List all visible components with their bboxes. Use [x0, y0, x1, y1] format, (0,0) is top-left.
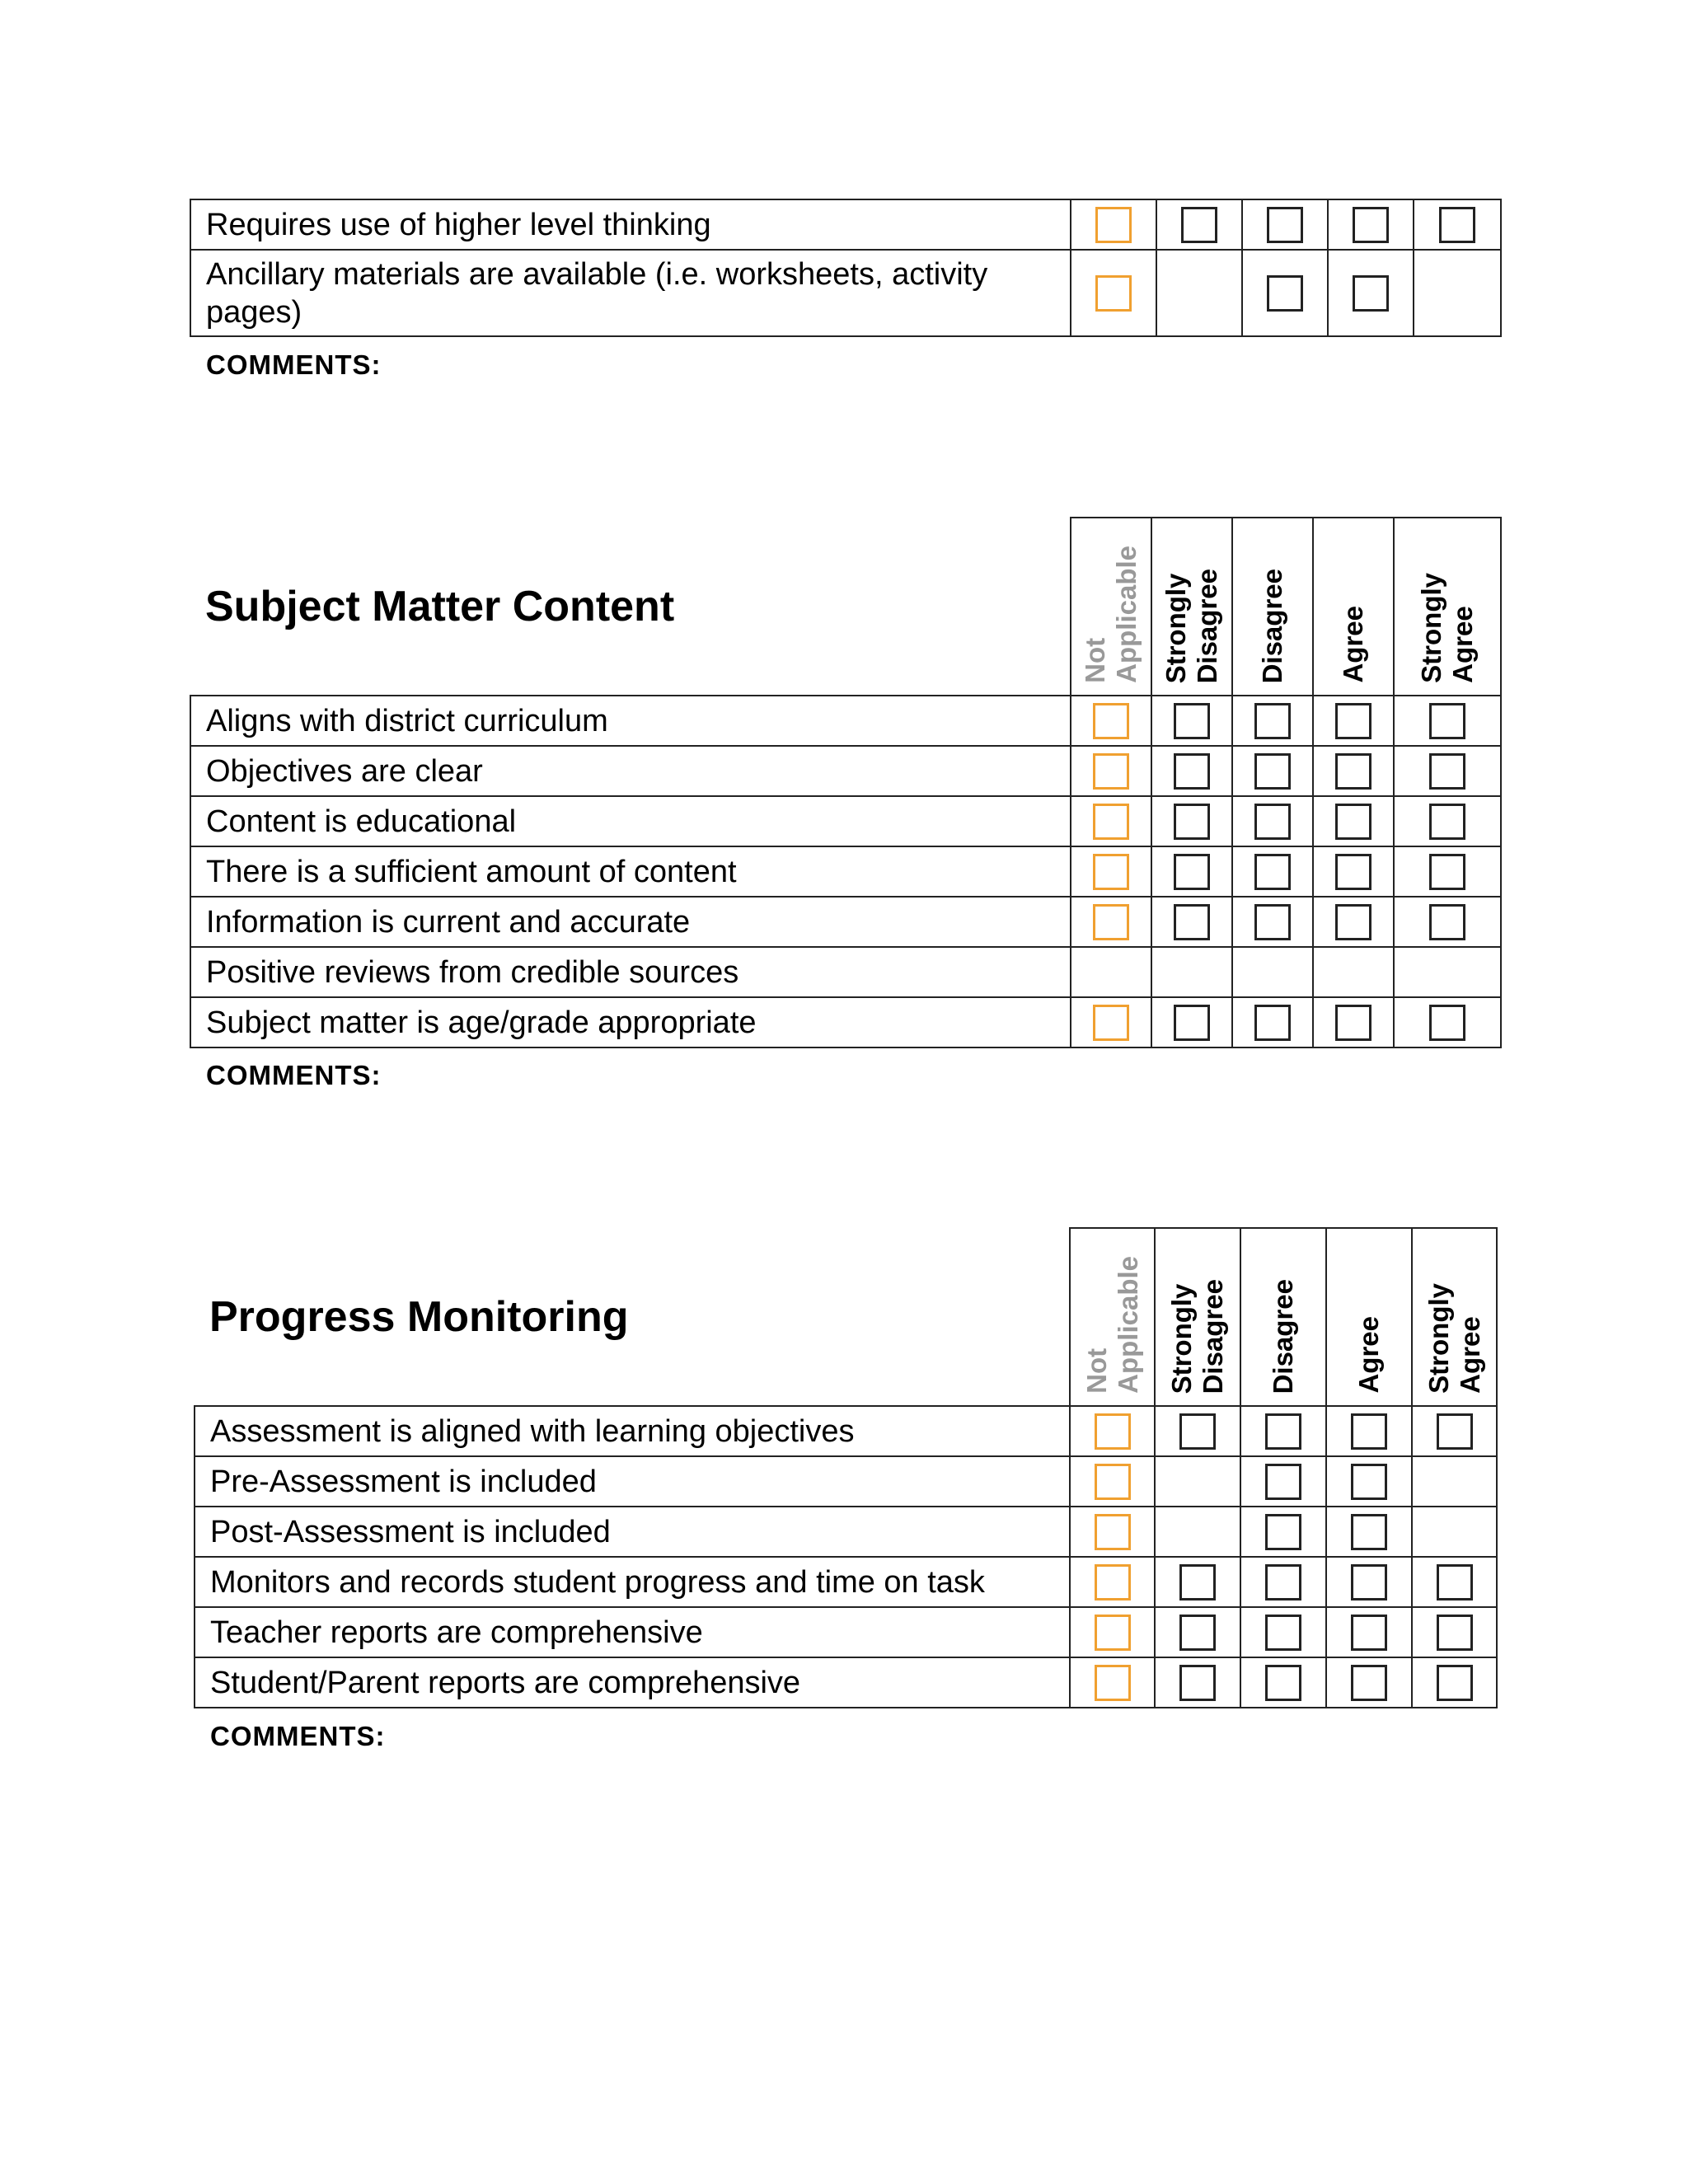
checkbox-strongly-disagree[interactable] — [1179, 1413, 1216, 1450]
checkbox-disagree[interactable] — [1265, 1564, 1301, 1601]
column-label-agree: Agree — [1338, 606, 1368, 683]
rating-cell-strongly-disagree — [1155, 1507, 1240, 1557]
rating-cell-disagree — [1232, 796, 1313, 846]
column-label-not-applicable: Not Applicable — [1081, 1256, 1143, 1394]
checkbox-agree[interactable] — [1351, 1464, 1387, 1500]
rating-cell-strongly-disagree — [1155, 1657, 1240, 1708]
section-title: Progress Monitoring — [195, 1228, 1070, 1406]
checkbox-agree[interactable] — [1351, 1665, 1387, 1701]
checkbox-strongly-agree[interactable] — [1429, 703, 1465, 739]
table-row — [190, 846, 1501, 897]
rating-cell-disagree — [1242, 250, 1328, 336]
checkbox-strongly-agree[interactable] — [1429, 904, 1465, 940]
table-row — [195, 1657, 1497, 1708]
checkbox-strongly-agree[interactable] — [1437, 1615, 1473, 1651]
column-header-disagree — [1240, 1228, 1326, 1406]
criterion-label: Content is educational — [190, 796, 1071, 846]
checkbox-not-applicable[interactable] — [1095, 1413, 1131, 1450]
rating-cell-not-applicable — [1070, 1507, 1155, 1557]
checkbox-agree[interactable] — [1335, 1005, 1372, 1041]
checkbox-strongly-disagree[interactable] — [1174, 854, 1210, 890]
rating-cell-agree — [1328, 250, 1414, 336]
rating-cell-strongly-agree — [1394, 846, 1501, 897]
rating-cell-strongly-disagree — [1156, 199, 1242, 250]
checkbox-disagree[interactable] — [1254, 753, 1291, 790]
table-row — [190, 696, 1501, 746]
checkbox-disagree[interactable] — [1254, 703, 1291, 739]
rating-cell-not-applicable — [1071, 897, 1151, 947]
criterion-label: Monitors and records student progress and time on task — [195, 1557, 1070, 1607]
criterion-label: Requires use of higher level thinking — [190, 199, 1071, 250]
table-row — [195, 1406, 1497, 1456]
rating-cell-disagree — [1240, 1607, 1326, 1657]
checkbox-not-applicable[interactable] — [1093, 904, 1129, 940]
rating-cell-agree — [1328, 199, 1414, 250]
checkbox-strongly-disagree[interactable] — [1174, 804, 1210, 840]
rating-cell-disagree — [1232, 846, 1313, 897]
rating-cell-strongly-disagree — [1156, 250, 1242, 336]
table-row — [190, 796, 1501, 846]
rating-cell-not-applicable — [1070, 1456, 1155, 1507]
table-row — [195, 1456, 1497, 1507]
rating-cell-strongly-disagree — [1155, 1607, 1240, 1657]
column-label-strongly-disagree: Strongly Disagree — [1166, 1278, 1228, 1394]
criterion-label: Teacher reports are comprehensive — [195, 1607, 1070, 1657]
checkbox-disagree[interactable] — [1265, 1665, 1301, 1701]
table-row — [195, 1607, 1497, 1657]
rating-cell-strongly-disagree — [1155, 1406, 1240, 1456]
column-header-strongly-agree — [1394, 518, 1501, 696]
rating-cell-agree — [1326, 1607, 1412, 1657]
rating-cell-strongly-agree — [1412, 1557, 1497, 1607]
column-header-not-applicable — [1071, 518, 1151, 696]
checkbox-agree[interactable] — [1351, 1564, 1387, 1601]
checkbox-not-applicable[interactable] — [1095, 207, 1132, 243]
column-label-strongly-disagree: Strongly Disagree — [1160, 568, 1222, 683]
checkbox-strongly-disagree[interactable] — [1174, 1005, 1210, 1041]
checkbox-not-applicable[interactable] — [1093, 804, 1129, 840]
rating-cell-strongly-agree — [1414, 250, 1501, 336]
rating-cell-agree — [1326, 1507, 1412, 1557]
rating-cell-strongly-agree — [1412, 1657, 1497, 1708]
criterion-label: Positive reviews from credible sources — [190, 947, 1071, 997]
rating-cell-strongly-disagree — [1151, 897, 1232, 947]
rating-cell-not-applicable — [1070, 1557, 1155, 1607]
checkbox-agree[interactable] — [1351, 1615, 1387, 1651]
column-label-disagree: Disagree — [1268, 1278, 1298, 1394]
criterion-label: Assessment is aligned with learning objectives — [195, 1406, 1070, 1456]
criterion-label: Post-Assessment is included — [195, 1507, 1070, 1557]
rating-cell-strongly-agree — [1414, 199, 1501, 250]
rating-cell-agree — [1326, 1406, 1412, 1456]
rating-cell-agree — [1313, 997, 1394, 1047]
header-row — [190, 518, 1501, 696]
checkbox-agree[interactable] — [1351, 1514, 1387, 1550]
checkbox-strongly-disagree[interactable] — [1181, 207, 1217, 243]
rating-cell-not-applicable — [1071, 746, 1151, 796]
checkbox-not-applicable[interactable] — [1095, 1464, 1131, 1500]
table-row — [190, 897, 1501, 947]
rating-cell-disagree — [1240, 1557, 1326, 1607]
table-row — [195, 1507, 1497, 1557]
criterion-label: Aligns with district curriculum — [190, 696, 1071, 746]
rating-cell-disagree — [1240, 1406, 1326, 1456]
checkbox-disagree[interactable] — [1254, 1005, 1291, 1041]
checkbox-disagree[interactable] — [1265, 1514, 1301, 1550]
checkbox-strongly-disagree[interactable] — [1179, 1615, 1216, 1651]
rating-cell-agree — [1326, 1557, 1412, 1607]
column-label-strongly-agree: Strongly Agree — [1423, 1283, 1485, 1394]
rating-cell-agree — [1326, 1456, 1412, 1507]
checkbox-strongly-agree[interactable] — [1439, 207, 1475, 243]
rating-cell-strongly-disagree — [1151, 746, 1232, 796]
rubric-table-progress-monitoring — [194, 1227, 1498, 1708]
checkbox-strongly-disagree[interactable] — [1179, 1665, 1216, 1701]
rating-cell-not-applicable — [1071, 846, 1151, 897]
checkbox-strongly-disagree[interactable] — [1174, 703, 1210, 739]
checkbox-not-applicable[interactable] — [1095, 1665, 1131, 1701]
rating-cell-not-applicable — [1071, 696, 1151, 746]
checkbox-strongly-disagree[interactable] — [1174, 904, 1210, 940]
column-label-not-applicable: Not Applicable — [1080, 546, 1142, 683]
checkbox-disagree[interactable] — [1254, 904, 1291, 940]
rating-cell-not-applicable — [1071, 796, 1151, 846]
checkbox-strongly-agree[interactable] — [1437, 1665, 1473, 1701]
checkbox-disagree[interactable] — [1265, 1464, 1301, 1500]
rating-cell-not-applicable — [1070, 1406, 1155, 1456]
checkbox-disagree[interactable] — [1265, 1413, 1301, 1450]
table-row — [190, 947, 1501, 997]
rating-cell-strongly-disagree — [1155, 1456, 1240, 1507]
rating-cell-disagree — [1232, 746, 1313, 796]
section-title: Subject Matter Content — [190, 518, 1071, 696]
column-label-strongly-agree: Strongly Agree — [1416, 573, 1478, 683]
comments-label: COMMENTS: — [206, 1060, 382, 1090]
checkbox-not-applicable[interactable] — [1095, 1615, 1131, 1651]
column-header-strongly-disagree — [1151, 518, 1232, 696]
column-label-agree: Agree — [1353, 1316, 1384, 1394]
checkbox-agree[interactable] — [1351, 1413, 1387, 1450]
table-row — [195, 1557, 1497, 1607]
rating-cell-not-applicable — [1071, 250, 1156, 336]
checkbox-not-applicable[interactable] — [1095, 1564, 1131, 1601]
criterion-label: Pre-Assessment is included — [195, 1456, 1070, 1507]
column-header-not-applicable — [1070, 1228, 1155, 1406]
comments-label: COMMENTS: — [206, 349, 382, 380]
checkbox-strongly-disagree[interactable] — [1174, 753, 1210, 790]
checkbox-not-applicable[interactable] — [1093, 1005, 1129, 1041]
rating-cell-agree — [1313, 947, 1394, 997]
rating-cell-agree — [1313, 696, 1394, 746]
column-label-disagree: Disagree — [1257, 568, 1287, 683]
criterion-label: Information is current and accurate — [190, 897, 1071, 947]
rating-cell-not-applicable — [1070, 1607, 1155, 1657]
column-header-agree — [1326, 1228, 1412, 1406]
rating-cell-agree — [1313, 897, 1394, 947]
rating-cell-disagree — [1232, 897, 1313, 947]
checkbox-agree[interactable] — [1353, 275, 1389, 312]
rating-cell-strongly-agree — [1412, 1456, 1497, 1507]
rating-cell-agree — [1313, 746, 1394, 796]
checkbox-not-applicable[interactable] — [1095, 1514, 1131, 1550]
checkbox-strongly-disagree[interactable] — [1179, 1564, 1216, 1601]
checkbox-strongly-agree[interactable] — [1429, 854, 1465, 890]
checkbox-agree[interactable] — [1335, 804, 1372, 840]
rating-cell-strongly-agree — [1394, 696, 1501, 746]
rating-cell-not-applicable — [1071, 947, 1151, 997]
rating-cell-strongly-agree — [1394, 796, 1501, 846]
checkbox-strongly-agree[interactable] — [1429, 1005, 1465, 1041]
column-header-disagree — [1232, 518, 1313, 696]
table-row — [190, 746, 1501, 796]
checkbox-agree[interactable] — [1335, 753, 1372, 790]
rating-cell-disagree — [1232, 947, 1313, 997]
checkbox-not-applicable[interactable] — [1093, 753, 1129, 790]
rating-cell-strongly-agree — [1394, 947, 1501, 997]
rating-cell-disagree — [1242, 199, 1328, 250]
checkbox-disagree[interactable] — [1254, 854, 1291, 890]
rating-cell-disagree — [1240, 1507, 1326, 1557]
checkbox-strongly-agree[interactable] — [1437, 1413, 1473, 1450]
rating-cell-strongly-agree — [1394, 746, 1501, 796]
checkbox-not-applicable[interactable] — [1093, 703, 1129, 739]
comments-label: COMMENTS: — [210, 1721, 386, 1751]
rating-cell-disagree — [1232, 696, 1313, 746]
column-header-strongly-agree — [1412, 1228, 1497, 1406]
rating-cell-agree — [1313, 846, 1394, 897]
column-header-strongly-disagree — [1155, 1228, 1240, 1406]
rating-cell-not-applicable — [1071, 997, 1151, 1047]
checkbox-strongly-agree[interactable] — [1437, 1564, 1473, 1601]
column-header-agree — [1313, 518, 1394, 696]
table-row — [190, 199, 1501, 250]
rating-cell-strongly-disagree — [1151, 846, 1232, 897]
rating-cell-strongly-agree — [1412, 1406, 1497, 1456]
rubric-table-subject-matter — [190, 517, 1502, 1048]
checkbox-strongly-agree[interactable] — [1429, 753, 1465, 790]
rating-cell-strongly-disagree — [1151, 997, 1232, 1047]
table-row — [190, 997, 1501, 1047]
rating-cell-strongly-agree — [1412, 1507, 1497, 1557]
rating-cell-strongly-disagree — [1151, 796, 1232, 846]
rating-cell-strongly-disagree — [1151, 696, 1232, 746]
checkbox-not-applicable[interactable] — [1095, 275, 1132, 312]
checkbox-agree[interactable] — [1335, 703, 1372, 739]
rating-cell-not-applicable — [1071, 199, 1156, 250]
checkbox-agree[interactable] — [1353, 207, 1389, 243]
rubric-table-continued — [190, 199, 1502, 337]
checkbox-not-applicable[interactable] — [1093, 854, 1129, 890]
checkbox-agree[interactable] — [1335, 854, 1372, 890]
rating-cell-strongly-agree — [1394, 997, 1501, 1047]
criterion-label: Subject matter is age/grade appropriate — [190, 997, 1071, 1047]
checkbox-strongly-agree[interactable] — [1429, 804, 1465, 840]
checkbox-agree[interactable] — [1335, 904, 1372, 940]
criterion-label: Ancillary materials are available (i.e. worksheets, activity pages) — [190, 250, 1071, 336]
rating-cell-strongly-agree — [1394, 897, 1501, 947]
rating-cell-agree — [1326, 1657, 1412, 1708]
criterion-label: Student/Parent reports are comprehensive — [195, 1657, 1070, 1708]
rating-cell-disagree — [1240, 1456, 1326, 1507]
criterion-label: There is a sufficient amount of content — [190, 846, 1071, 897]
header-row — [195, 1228, 1497, 1406]
table-row — [190, 250, 1501, 336]
rating-cell-strongly-disagree — [1155, 1557, 1240, 1607]
checkbox-disagree[interactable] — [1265, 1615, 1301, 1651]
checkbox-disagree[interactable] — [1267, 207, 1303, 243]
rating-cell-disagree — [1240, 1657, 1326, 1708]
rating-cell-agree — [1313, 796, 1394, 846]
rating-cell-strongly-agree — [1412, 1607, 1497, 1657]
checkbox-disagree[interactable] — [1267, 275, 1303, 312]
criterion-label: Objectives are clear — [190, 746, 1071, 796]
rating-cell-disagree — [1232, 997, 1313, 1047]
rating-cell-not-applicable — [1070, 1657, 1155, 1708]
rating-cell-strongly-disagree — [1151, 947, 1232, 997]
checkbox-disagree[interactable] — [1254, 804, 1291, 840]
